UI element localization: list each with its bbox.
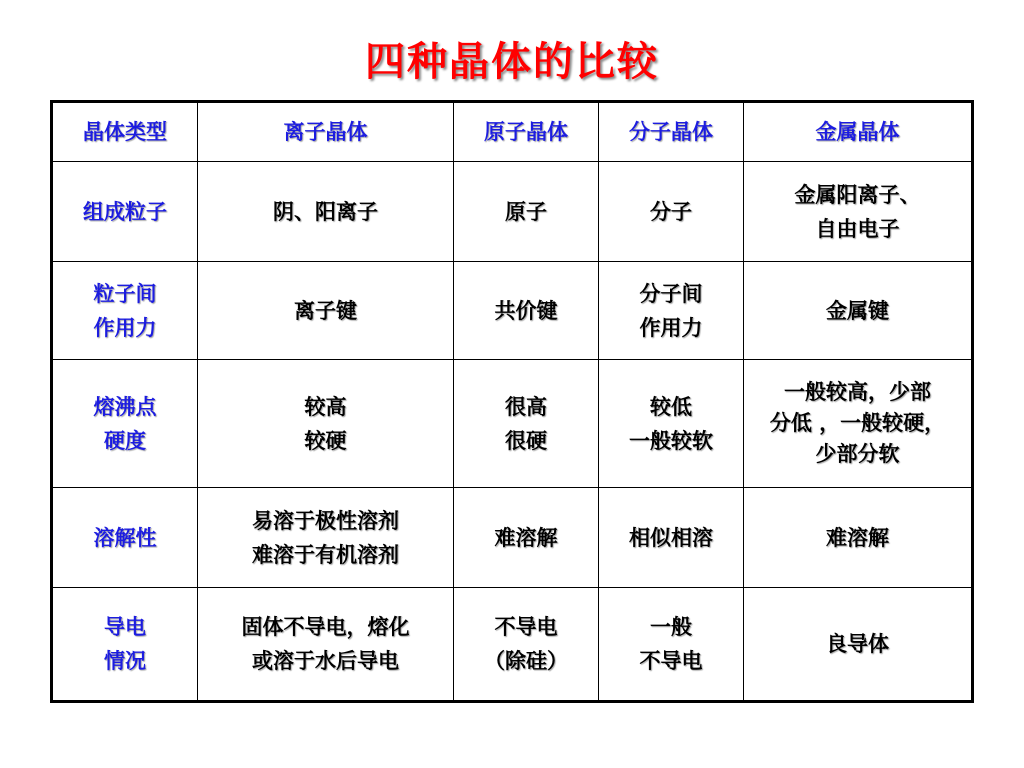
table-row bbox=[52, 360, 973, 488]
table-cell: 难溶解 bbox=[454, 488, 599, 588]
table-cell: 原子 bbox=[454, 162, 599, 262]
header-cell-crystal-type: 晶体类型 bbox=[52, 102, 198, 162]
table-row bbox=[52, 162, 973, 262]
header-cell-atomic-crystal: 原子晶体 bbox=[454, 102, 599, 162]
table-cell: 分子间 作用力 bbox=[599, 262, 744, 360]
table-cell: 共价键 bbox=[454, 262, 599, 360]
table-cell: 易溶于极性溶剂 难溶于有机溶剂 bbox=[198, 488, 454, 588]
table-cell: 固体不导电，熔化 或溶于水后导电 bbox=[198, 588, 454, 702]
table-cell: 一般较高，少部 分低 ，一般较硬， 少部分软 bbox=[744, 360, 973, 488]
table-row bbox=[52, 588, 973, 702]
header-cell-metallic-crystal: 金属晶体 bbox=[744, 102, 973, 162]
table-cell: 较低 一般较软 bbox=[599, 360, 744, 488]
table-row bbox=[52, 262, 973, 360]
table-cell: 相似相溶 bbox=[599, 488, 744, 588]
table-cell: 难溶解 bbox=[744, 488, 973, 588]
table-cell: 不导电 （除硅） bbox=[454, 588, 599, 702]
table-cell: 分子 bbox=[599, 162, 744, 262]
row-label: 溶解性 bbox=[52, 488, 198, 588]
table-cell: 很高 很硬 bbox=[454, 360, 599, 488]
row-label: 组成粒子 bbox=[52, 162, 198, 262]
slide-title: 四种晶体的比较 bbox=[365, 39, 659, 85]
table-cell: 金属键 bbox=[744, 262, 973, 360]
table-header-row bbox=[52, 102, 973, 162]
table-cell: 金属阳离子、 自由电子 bbox=[744, 162, 973, 262]
row-label: 熔沸点 硬度 bbox=[52, 360, 198, 488]
table-cell: 阴、阳离子 bbox=[198, 162, 454, 262]
table-row bbox=[52, 488, 973, 588]
table-cell: 一般 不导电 bbox=[599, 588, 744, 702]
table-cell: 离子键 bbox=[198, 262, 454, 360]
table-cell: 较高 较硬 bbox=[198, 360, 454, 488]
crystal-comparison-table bbox=[50, 100, 974, 703]
header-cell-ionic-crystal: 离子晶体 bbox=[198, 102, 454, 162]
table-cell: 良导体 bbox=[744, 588, 973, 702]
header-cell-molecular-crystal: 分子晶体 bbox=[599, 102, 744, 162]
row-label: 粒子间 作用力 bbox=[52, 262, 198, 360]
row-label: 导电 情况 bbox=[52, 588, 198, 702]
